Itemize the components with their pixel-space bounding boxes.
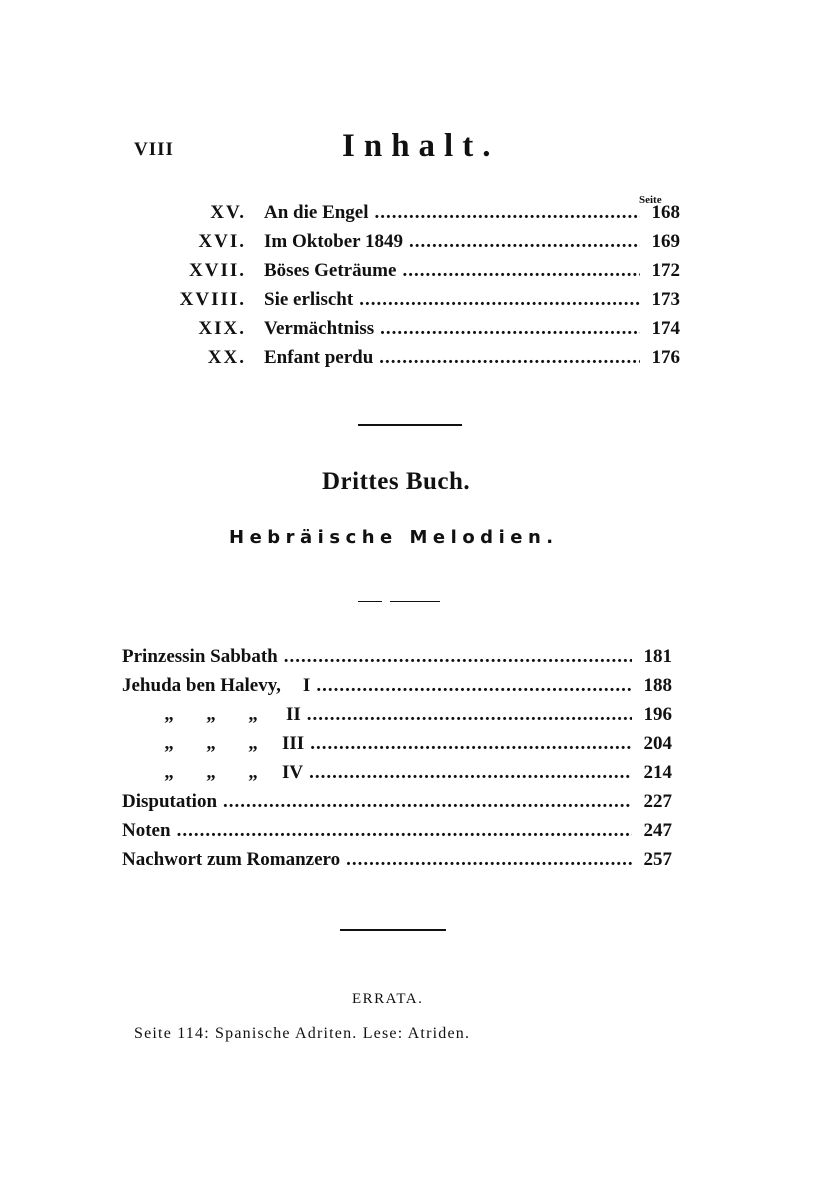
toc-entry-page: 169 bbox=[651, 231, 680, 252]
toc-entry-page: 173 bbox=[651, 289, 680, 310]
page-title: Inhalt. bbox=[342, 128, 500, 164]
toc-entry[interactable] bbox=[122, 675, 672, 704]
toc-entry-number: XX. bbox=[207, 347, 246, 368]
ditto-mark: „ bbox=[248, 704, 258, 725]
leader-dots bbox=[375, 202, 640, 224]
errata-heading: ERRATA. bbox=[352, 991, 424, 1007]
toc-entry-label: Böses Geträume bbox=[264, 260, 397, 281]
leader-dots bbox=[402, 260, 640, 282]
toc-entry-page: 188 bbox=[643, 675, 672, 696]
toc-entry-label: Im Oktober 1849 bbox=[264, 231, 403, 252]
toc-entry-part: I bbox=[302, 675, 311, 696]
toc-entry[interactable] bbox=[122, 762, 672, 791]
toc-entry-label: Prinzessin Sabbath bbox=[122, 646, 278, 667]
leader-dots bbox=[223, 791, 632, 813]
toc-entry[interactable] bbox=[170, 231, 680, 259]
toc-entry-page: 168 bbox=[651, 202, 680, 223]
toc-entry[interactable] bbox=[170, 202, 680, 230]
toc-entry-number: XV. bbox=[210, 202, 246, 223]
toc-entry-page: 214 bbox=[643, 762, 672, 783]
section-divider bbox=[340, 929, 446, 931]
toc-entry[interactable] bbox=[122, 733, 672, 762]
toc-entry-part: IV bbox=[282, 762, 304, 783]
toc-entry[interactable] bbox=[122, 646, 672, 675]
toc-entry[interactable] bbox=[122, 791, 672, 820]
ditto-mark: „ bbox=[164, 733, 174, 754]
leader-dots bbox=[409, 231, 640, 253]
toc-entry[interactable] bbox=[170, 318, 680, 346]
toc-entry-number: XIX. bbox=[198, 318, 246, 339]
leader-dots bbox=[359, 289, 640, 311]
leader-dots bbox=[379, 347, 640, 369]
toc-entry[interactable] bbox=[122, 820, 672, 849]
toc-entry-number: XVII. bbox=[189, 260, 246, 281]
toc-entry-label: An die Engel bbox=[264, 202, 369, 223]
toc-entry-page: 196 bbox=[643, 704, 672, 725]
section-divider bbox=[390, 601, 440, 602]
toc-entry-number: XVIII. bbox=[179, 289, 246, 310]
leader-dots bbox=[346, 849, 632, 871]
toc-entry[interactable] bbox=[170, 289, 680, 317]
toc-entry-label: Enfant perdu bbox=[264, 347, 374, 368]
toc-entry-label: Nachwort zum Romanzero bbox=[122, 849, 341, 870]
page-number: VIII bbox=[134, 139, 174, 160]
toc-entry-page: 174 bbox=[651, 318, 680, 339]
toc-entry-label: Vermächtniss bbox=[264, 318, 375, 339]
toc-entry-number: XVI. bbox=[198, 231, 246, 252]
toc-entry[interactable] bbox=[170, 260, 680, 288]
toc-entry[interactable] bbox=[122, 849, 672, 878]
toc-entry[interactable] bbox=[170, 347, 680, 375]
toc-entry-page: 172 bbox=[651, 260, 680, 281]
ditto-mark: „ bbox=[248, 762, 258, 783]
section-divider bbox=[358, 424, 462, 426]
toc-entry-label: Noten bbox=[122, 820, 171, 841]
book-heading: Drittes Buch. bbox=[322, 468, 471, 495]
toc-entry-page: 176 bbox=[651, 347, 680, 368]
leader-dots bbox=[309, 762, 632, 784]
ditto-mark: „ bbox=[206, 704, 216, 725]
leader-dots bbox=[284, 646, 632, 668]
toc-entry-page: 247 bbox=[643, 820, 672, 841]
toc-entry-page: 204 bbox=[643, 733, 672, 754]
errata-line: Seite 114: Spanische Adriten. Lese: Atriden. bbox=[134, 1025, 471, 1042]
ditto-mark: „ bbox=[206, 733, 216, 754]
leader-dots bbox=[177, 820, 632, 842]
ditto-mark: „ bbox=[206, 762, 216, 783]
section-divider bbox=[358, 601, 382, 602]
leader-dots bbox=[310, 733, 632, 755]
page-column-label: Seite bbox=[639, 194, 662, 206]
toc-entry-page: 227 bbox=[643, 791, 672, 812]
toc-entry-page: 257 bbox=[643, 849, 672, 870]
ditto-mark: „ bbox=[248, 733, 258, 754]
toc-entry-label: Sie erlischt bbox=[264, 289, 354, 310]
toc-entry[interactable] bbox=[122, 704, 672, 733]
toc-entry-part: III bbox=[282, 733, 305, 754]
toc-entry-part: II bbox=[286, 704, 301, 725]
ditto-mark: „ bbox=[164, 762, 174, 783]
leader-dots bbox=[380, 318, 640, 340]
toc-entry-label: Disputation bbox=[122, 791, 218, 812]
book-subheading: Hebräische Melodien. bbox=[229, 527, 559, 548]
leader-dots bbox=[307, 704, 632, 726]
toc-entry-page: 181 bbox=[643, 646, 672, 667]
ditto-mark: „ bbox=[164, 704, 174, 725]
toc-entry-label: Jehuda ben Halevy, bbox=[122, 675, 281, 696]
leader-dots bbox=[316, 675, 632, 697]
